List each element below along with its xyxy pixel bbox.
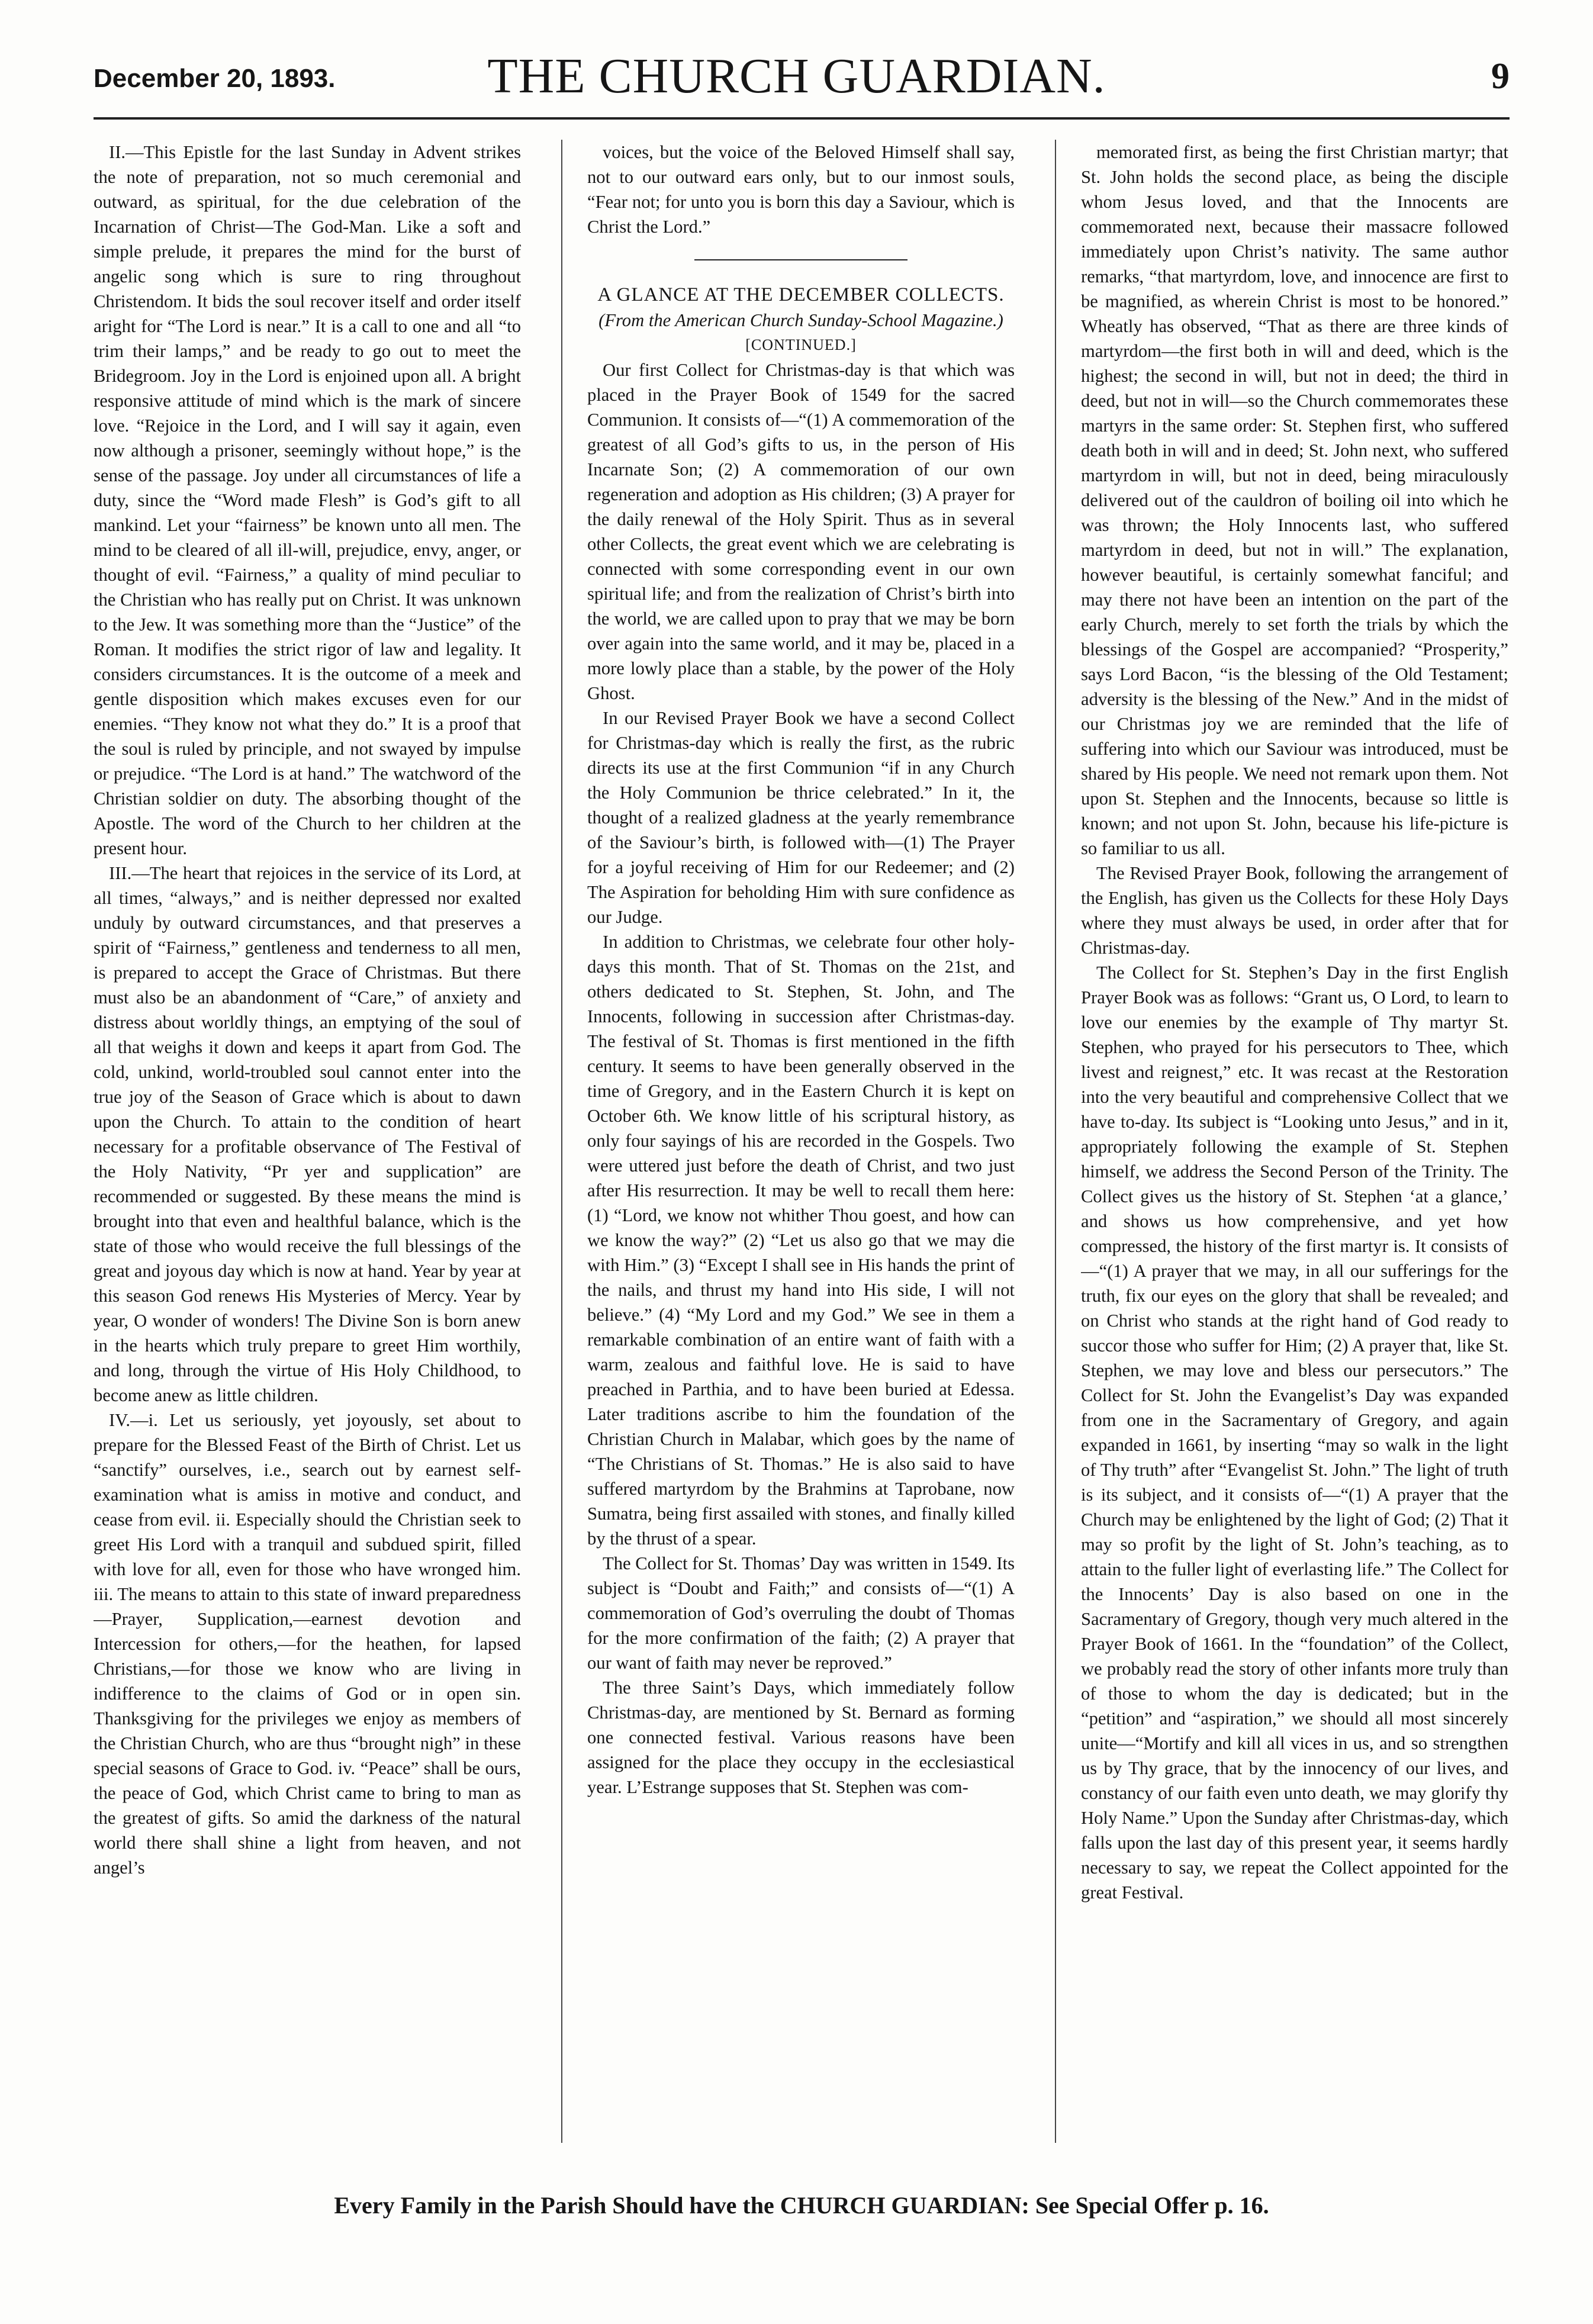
paragraph: In addition to Christmas, we celebrate four other holy-days this month. That of St. Thomas on the 21st, and others dedicated to St. Stephen, St. John, and The Innocents, following in succession after Christmas-day. The festival of St. Thomas is first mentioned in the fifth century. It seems to have been generally observed in the time of Gregory, and in the Eastern Church it is kept on October 6th. We know little of his scriptural history, as only four sayings of his are recorded in the Gospels. Two were uttered just before the death of Christ, and two just after His resurrection. It may be well to recall them here: (1) “Lord, we know not whither Thou goest, and how can we know the way?” (2) “Let us also go that we may die with Him.” (3) “Except I shall see in His hands the print of the nails, and thrust my hand into His side, I will not believe.” (4) “My Lord and my God.” We see in them a remarkable combination of an entire want of faith with a warm, zealous and faithful love. He is said to have preached in Parthia, and to have been buried at Edessa. Later traditions ascribe to him the foundation of the Christian Church in Malabar, which goes by the name of “The Christians of St. Thomas.” He is also said to have suffered martyrdom by the Brahmins at Taprobane, now Sumatra, being first assailed with stones, and finally killed by the thrust of a spear. bbox=[587, 932, 1015, 1549]
paragraph: In our Revised Prayer Book we have a second Collect for Christmas-day which is really the first, as the rubric directs its use at the first Communion “if in any Church the Holy Communion be thrice celebrated.” In it, the thought of a realized gladness at the yearly remembrance of the Saviour’s birth, is followed with—(1) The Prayer for a joyful receiving of Him for our Redeemer; and (2) The Aspiration for beholding Him with sure confidence as our Judge. bbox=[587, 708, 1015, 927]
paragraph: Our first Collect for Christmas-day is that which was placed in the Prayer Book of 1549 for the sacred Communion. It consists of—“(1) A commemoration of the greatest of all God’s gifts to us, in the person of His Incarnate Son; (2) A commemoration of our own regeneration and adoption as His children; (3) A prayer for the daily renewal of the Holy Spirit. Thus as in several other Collects, the great event which we are celebrating is connected with some corresponding event in our own spiritual life; and from the realization of Christ’s birth into the world, we are called upon to pray that we may be born over again into the same world, and it may be, placed in a more lowly place than a stable, by the power of the Holy Ghost. bbox=[587, 360, 1015, 703]
page-number: 9 bbox=[1491, 56, 1510, 96]
issue-date: December 20, 1893. bbox=[94, 64, 336, 93]
paragraph: memorated first, as being the first Christian martyr; that St. John holds the second place, as being the disciple whom Jesus loved, and that the Innocents are commemorated next, because their massacre followed immediately upon Christ’s nativity. The same author remarks, “that martyrdom, love, and innocence are first to be magnified, as wherein Christ is most to be honored.” Wheatly has observed, “That as there are three kinds of martyrdom—the first both in will and deed, which is the highest; the second in will, but not in deed; the third in deed, but not in will—so the Church commemorates these martyrs in the same order: St. Stephen first, who suffered death both in will and in deed; St. John next, who suffered martyrdom in will, but not in deed, being miraculously delivered out of the cauldron of boiling oil into which he was thrown; the Holy Innocents last, who suffered martyrdom in deed, but not in will.” The explanation, however beautiful, is certainly somewhat fanciful; and may there not have been an intention on the part of the early Church, merely to set forth the trials by which the blessings of the Gospel are accompanied? “Prosperity,” says Lord Bacon, “is the blessing of the Old Testament; adversity is the blessing of the New.” And in the midst of our Christmas joy we are reminded that the life of suffering into which our Saviour was introduced, must be shared by His people. We need not remark upon them. Not upon St. Stephen and the Innocents, because so little is known; and not upon St. John, because his life-picture is so familiar to us all. bbox=[1081, 142, 1508, 858]
footer-advert: Every Family in the Parish Should have the CHURCH GUARDIAN: See Special Offer p. 16. bbox=[334, 2192, 1269, 2219]
column-divider bbox=[1055, 140, 1056, 2143]
paragraph: III.—The heart that rejoices in the service of its Lord, at all times, “always,” and is neither depressed nor exalted unduly by outward circumstances, and that preserves a spirit of “Fairness,” gentleness and tenderness to all men, is prepared to accept the Grace of Christmas. But there must also be an abandonment of “Care,” of anxiety and distress about worldly things, an emptying of the soul of all that weighs it down and keeps it apart from God. The cold, unkind, world-troubled soul cannot enter into the true joy of the Season of Grace which is about to dawn upon the Church. To attain to the condition of heart necessary for a profitable observance of The Festival of the Holy Nativity, “Pr yer and supplication” are recommended or suggested. By these means the mind is brought into that even and healthful balance, which is the state of those who would receive the full blessings of the great and joyous day which is now at hand. Year by year at this season God renews His Mysteries of Mercy. Year by year, O wonder of wonders! The Divine Son is born anew in the hearts which truly prepare to greet Him worthily, and long, through the virtue of His Holy Childhood, to become anew as little children. bbox=[94, 863, 521, 1405]
paragraph: The Revised Prayer Book, following the arrangement of the English, has given us the Collects for these Holy Days where they must always be used, in order after that for Christmas-day. bbox=[1081, 863, 1508, 958]
article-source: (From the American Church Sunday-School Magazine.) bbox=[598, 310, 1003, 330]
column-1 bbox=[94, 140, 521, 2143]
article-continued: [CONTINUED.] bbox=[745, 336, 857, 353]
paragraph: II.—This Epistle for the last Sunday in Advent strikes the note of preparation, not so much ceremonial and outward, as spiritual, for the due celebration of the Incarnation of Christ—The God-Man. Like a soft and simple prelude, it prepares the mind for the burst of angelic song which is sure to ring throughout Christendom. It bids the soul recover itself and order itself aright for “The Lord is near.” It is a call to one and all “to trim their lamps,” and be ready to go out to meet the Bridegroom. Joy in the Lord is enjoined upon all. A bright responsive attitude of mind which is the mark of sincere love. “Rejoice in the Lord, and I will say it again, even now although a prisoner, seemingly without hope,” is the sense of the passage. Joy under all circumstances of life a duty, since the “Word made Flesh” is God’s gift to all mankind. Let your “fairness” be known unto all men. The mind to be cleared of all ill-will, prejudice, envy, anger, or thought of evil. “Fairness,” a quality of mind peculiar to the Christian who has really put on Christ. It was unknown to the Jew. It was something more than the “Justice” of the Roman. It modifies the strict rigor of law and legality. It considers circumstances. It is the outcome of a meek and gentle disposition which makes excuses even for our enemies. “They know not what they do.” It is a proof that the soul is ruled by principle, and not swayed by impulse or prejudice. “The Lord is at hand.” The watchword of the Christian soldier on duty. The absorbing thought of the Apostle. The word of the Church to her children at the present hour. bbox=[94, 142, 521, 858]
paragraph: The Collect for St. Stephen’s Day in the first English Prayer Book was as follows: “Grant us, O Lord, to learn to love our enemies by the example of Thy martyr St. Stephen, who prayed for his persecutors to Thee, which livest and reignest,” etc. It was recast at the Restoration into the very beautiful and comprehensive Collect that we have to-day. Its subject is “Looking unto Jesus,” and in it, appropriately following the example of St. Stephen himself, we address the Second Person of the Trinity. The Collect gives us the history of St. Stephen ‘at a glance,’ and shows us how comprehensive, and yet how compressed, the history of the first martyr is. It consists of—“(1) A prayer that we may, in all our sufferings for the truth, fix our eyes on the glory that shall be revealed; and on Christ who stands at the right hand of God ready to succor those who suffer for Him; (2) A prayer that, like St. Stephen, we may love and bless our persecutors.” The Collect for St. John the Evangelist’s Day was expanded from one in the Sacramentary of Gregory, and again expanded in 1661, by inserting “may so walk in the light of Thy truth” after “Evangelist St. John.” The light of truth is its subject, and it consists of—“(1) A prayer that the Church may be enlightened by the light of God; (2) That it may so profit by the light of St. John’s teaching, as to attain to the fuller light of everlasting life.” The Collect for the Innocents’ Day is also based on one in the Sacramentary of Gregory, though very much altered in the Prayer Book of 1661. In the “foundation” of the Collect, we probably read the story of other infants more truly than of those to whom the day is dedicated; but in the “petition” and “aspiration,” we should all most sincerely unite—“Mortify and kill all vices in us, and so strengthen us by Thy grace, that by the innocency of our lives, and constancy of our faith even unto death, we may glorify thy Holy Name.” Upon the Sunday after Christmas-day, which falls upon the last day of this present year, it seems hardly necessary to say, we repeat the Collect appointed for the great Festival. bbox=[1081, 963, 1508, 1903]
header-rule bbox=[94, 117, 1510, 120]
column-divider bbox=[561, 140, 562, 2143]
paragraph: The three Saint’s Days, which immediately follow Christmas-day, are mentioned by St. Bernard as forming one connected festival. Various reasons have been assigned for the place they occupy in the ecclesiastical year. L’Estrange supposes that St. Stephen was com- bbox=[587, 1678, 1015, 1797]
paragraph: IV.—i. Let us seriously, yet joyously, set about to prepare for the Blessed Feast of the Birth of Christ. Let us “sanctify” ourselves, i.e., search out by earnest self-examination what is amiss in motive and conduct, and cease from evil. ii. Especially should the Christian seek to greet His Lord with a tranquil and subdued spirit, filled with love for all, even for those who have wronged him. iii. The means to attain to this state of inward preparedness—Prayer, Supplication,—earnest devotion and Intercession for others,—for the heathen, for lapsed Christians,—for those we know who are living in indifference to the claims of God or in open sin. Thanksgiving for the privileges we enjoy as members of the Christian Church, who are thus “brought nigh” in these special seasons of Grace to God. iv. “Peace” shall be ours, the peace of God, which Christ came to bring to man as the greatest of gifts. So amid the darkness of the natural world there shall shine a light from heaven, and not angel’s bbox=[94, 1410, 521, 1878]
article-separator bbox=[694, 259, 907, 260]
masthead-title: THE CHURCH GUARDIAN. bbox=[487, 49, 1106, 104]
column-2 bbox=[587, 140, 1015, 2143]
article-title: A GLANCE AT THE DECEMBER COLLECTS. bbox=[597, 284, 1005, 305]
column-3 bbox=[1081, 140, 1508, 2143]
paragraph: The Collect for St. Thomas’ Day was written in 1549. Its subject is “Doubt and Faith;” and consists of—“(1) A commemoration of God’s overruling the doubt of Thomas for the more confirmation of the faith; (2) A prayer that our want of faith may never be reproved.” bbox=[587, 1553, 1015, 1673]
paragraph: voices, but the voice of the Beloved Himself shall say, not to our outward ears only, but to our inmost souls, “Fear not; for unto you is born this day a Saviour, which is Christ the Lord.” bbox=[587, 142, 1015, 237]
